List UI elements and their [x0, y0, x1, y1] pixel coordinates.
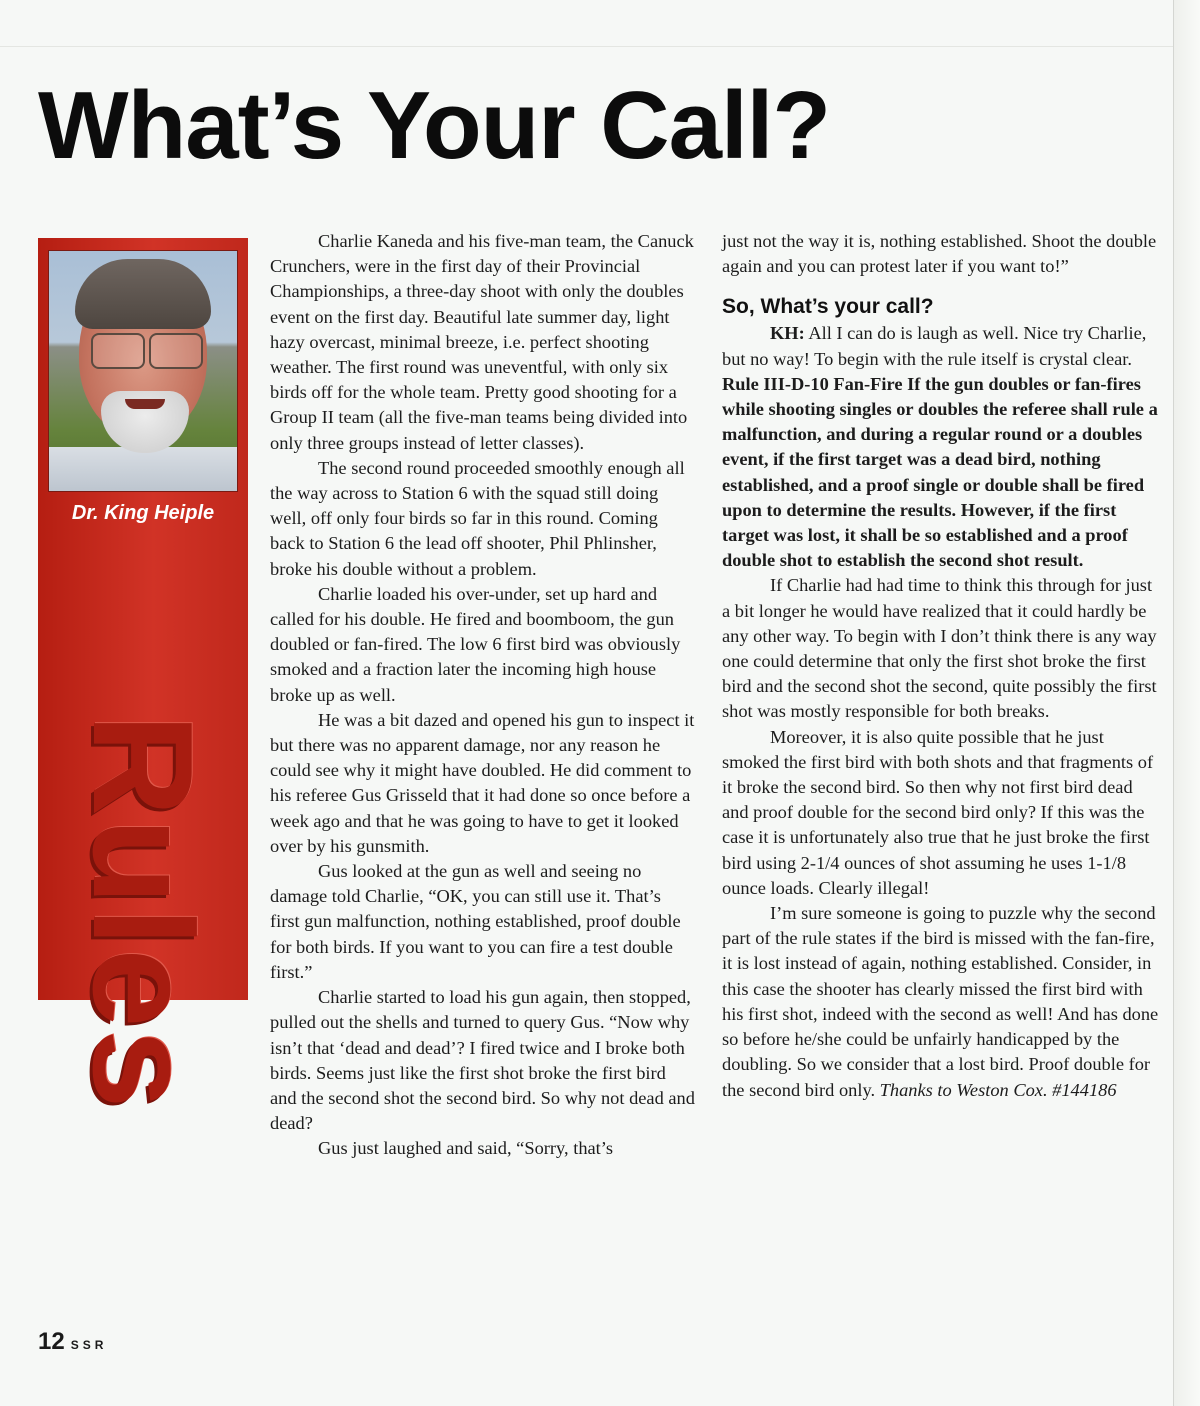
credit-line: Thanks to Weston Cox. #144186	[879, 1079, 1117, 1100]
rule-quote: Rule III-D-10 Fan-Fire If the gun doubles or fan-fires while shooting singles or doubles the referee shall rule a malfunction, and during a regular round or a doubles event, if the first target was a dead bird, nothing established, and a proof single or double shall be fired upon to determine the results. However, if the first target was lost, it shall be so established and a proof double shot to establish the second shot result.	[722, 373, 1158, 571]
article-column-1	[270, 229, 695, 1162]
paragraph: Charlie started to load his gun again, then stopped, pulled out the shells and turned to query Gus. “Now why isn’t that ‘dead and dead’? I fired twice and I broke both birds. Seems just like the first shot broke the first bird and the second shot the second bird. So why not dead and dead?	[270, 987, 695, 1134]
page-footer	[38, 1328, 107, 1356]
photo-mouth	[125, 399, 165, 409]
paragraph: Gus just laughed and said, “Sorry, that’s	[318, 1138, 614, 1159]
page-number: 12	[38, 1328, 65, 1355]
paragraph: If Charlie had had time to think this through for just a bit longer he would have realized that it could hardly be any other way. To begin with I don’t think there is any way one could determine that only the first shot broke the first bird and the second shot the second, quite possibly the first shot was mostly responsible for both breaks.	[722, 575, 1157, 722]
author-photo	[48, 250, 238, 492]
photo-glasses-left	[91, 333, 145, 369]
paragraph-final	[722, 901, 1162, 1103]
photo-hair	[75, 259, 211, 329]
author-name: Dr. King Heiple	[71, 502, 215, 524]
article-column-2	[722, 229, 1162, 1103]
paragraph: He was a bit dazed and opened his gun to inspect it but there was no apparent damage, nor any reason he could see why it might have doubled. He did comment to his referee Gus Grisseld that it had done so once before a week ago and that he was going to have to get it looked over by his gunsmith.	[270, 709, 695, 856]
paragraph-ruling	[722, 321, 1162, 573]
paragraph: Moreover, it is also quite possible that he just smoked the first bird with both shots and that fragments of it broke the second bird. So then why not first bird dead and proof double for the second bird only? If this was the case it is unfortunately also true that he just broke the first bird using 2-1/4 ounces of shot assuming he uses 1-1/8 ounce loads. Clearly illegal!	[722, 726, 1154, 898]
page-edge	[1173, 0, 1200, 1406]
sidebar-panel	[38, 238, 248, 1111]
publication-name: SSR	[70, 1338, 108, 1352]
paragraph-text: All I can do is laugh as well. Nice try Charlie, but no way! To begin with the rule itself is crystal clear.	[722, 323, 1147, 369]
section-label: Rules	[63, 713, 222, 1111]
initials-lead: KH:	[770, 323, 805, 344]
photo-glasses-right	[149, 333, 203, 369]
section-subhead: So, What’s your call?	[722, 295, 934, 319]
top-rule	[0, 46, 1180, 47]
paragraph: The second round proceeded smoothly enough all the way across to Station 6 with the squad still doing well, off only four birds so far in this round. Coming back to Station 6 the lead off shooter, Phil Phlinsher, broke his double without a problem.	[270, 457, 685, 579]
paragraph: Charlie loaded his over-under, set up hard and called for his double. He fired and boomboom, the gun doubled or fan-fired. The low 6 first bird was obviously smoked and a fraction later the incoming high house broke up as well.	[270, 583, 681, 705]
paragraph-text: I’m sure someone is going to puzzle why the second part of the rule states if the bird is missed with the fan-fire, it is lost instead of again, nothing established. Consider, in this case the shooter has clearly missed the first bird with his first shot, indeed with the second as well! And has done so before he/she could be unfairly handicapped by the doubling. So we consider that a lost bird. Proof double for the second bird only.	[722, 903, 1159, 1100]
paragraph: Charlie Kaneda and his five-man team, the Canuck Crunchers, were in the first day of their Provincial Championships, a three-day shoot with only the doubles event on the first day. Beautiful late summer day, light hazy overcast, minimal breeze, i.e. perfect shooting weather. The first round was uneventful, with only six birds off for the whole team. Pretty good shooting for a Group II team (all the five-man teams being divided into only three groups instead of letter classes).	[270, 231, 694, 453]
paragraph: just not the way it is, nothing established. Shoot the double again and you can protest later if you want to!”	[722, 231, 1157, 277]
photo-shirt	[49, 447, 237, 492]
paragraph: Gus looked at the gun as well and seeing no damage told Charlie, “OK, you can still use it. That’s first gun malfunction, nothing established, proof double for both birds. If you want to you can fire a test double first.”	[270, 861, 681, 982]
article-title: What’s Your Call?	[38, 72, 830, 179]
